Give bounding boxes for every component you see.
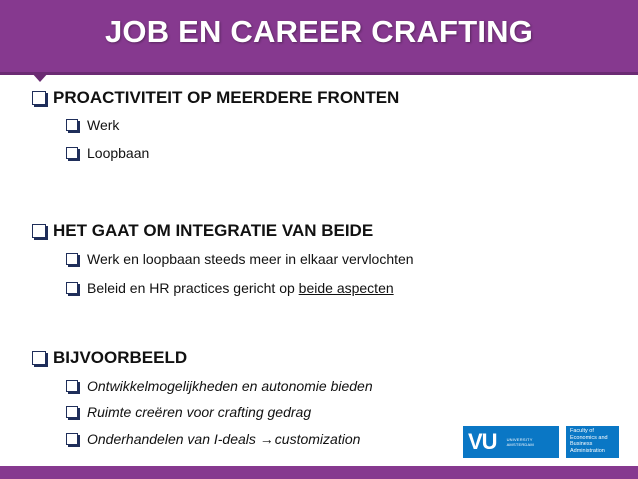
underlined-text: beide aspecten [298, 280, 394, 296]
list-item [66, 280, 394, 296]
checkbox-bullet-icon [32, 224, 46, 238]
list-item-suffix: customization [274, 431, 361, 447]
checkbox-bullet-icon [32, 91, 46, 105]
faculty-line: Business [570, 441, 593, 447]
checkbox-bullet-icon [32, 351, 46, 365]
list-item [66, 251, 414, 267]
checkbox-bullet-icon [66, 380, 78, 392]
list-item-text: Loopbaan [87, 145, 150, 161]
section-heading-text: HET GAAT OM INTEGRATIE VAN BEIDE [53, 221, 374, 240]
section-heading-bijvoorbeeld [32, 348, 187, 368]
vu-logo-text [507, 437, 534, 447]
list-item [66, 378, 373, 394]
checkbox-bullet-icon [66, 253, 78, 265]
vu-logo [463, 426, 559, 458]
title-bar-notch [31, 72, 49, 82]
checkbox-bullet-icon [66, 282, 78, 294]
checkbox-bullet-icon [66, 433, 78, 445]
footer-bar [0, 466, 638, 479]
faculty-line: Administration [570, 447, 605, 454]
vu-logo-line1: UNIVERSITY [506, 437, 533, 442]
section-heading-integratie [32, 221, 373, 241]
list-item [66, 145, 149, 161]
faculty-logo [566, 426, 619, 458]
list-item-prefix: Beleid en HR practices gericht op [87, 280, 299, 296]
list-item-text [87, 280, 394, 296]
section-heading-text: PROACTIVITEIT OP MEERDERE FRONTEN [53, 88, 400, 107]
vu-logo-mark: VU [468, 429, 497, 454]
checkbox-bullet-icon [66, 119, 78, 131]
list-item-text: Ontwikkelmogelijkheden en autonomie bieden [87, 378, 373, 394]
list-item [66, 404, 311, 420]
faculty-line: Economics and [570, 434, 608, 441]
faculty-line: Faculty of [570, 428, 594, 434]
list-item-text: Ruimte creëren voor crafting gedrag [87, 404, 312, 420]
arrow-right-icon: → [259, 431, 274, 447]
list-item-text [87, 431, 360, 447]
list-item [66, 117, 119, 133]
list-item-prefix: Onderhandelen van I-deals [87, 431, 260, 447]
list-item-text: Werk en loopbaan steeds meer in elkaar vervlochten [87, 251, 414, 267]
section-heading-text: BIJVOORBEELD [53, 348, 188, 367]
checkbox-bullet-icon [66, 147, 78, 159]
checkbox-bullet-icon [66, 406, 78, 418]
list-item [66, 431, 360, 447]
slide-title: JOB EN CAREER CRAFTING [104, 14, 534, 49]
section-heading-proactiviteit [32, 88, 399, 108]
vu-logo-line2: AMSTERDAM [506, 442, 534, 447]
list-item-text: Werk [87, 117, 120, 133]
